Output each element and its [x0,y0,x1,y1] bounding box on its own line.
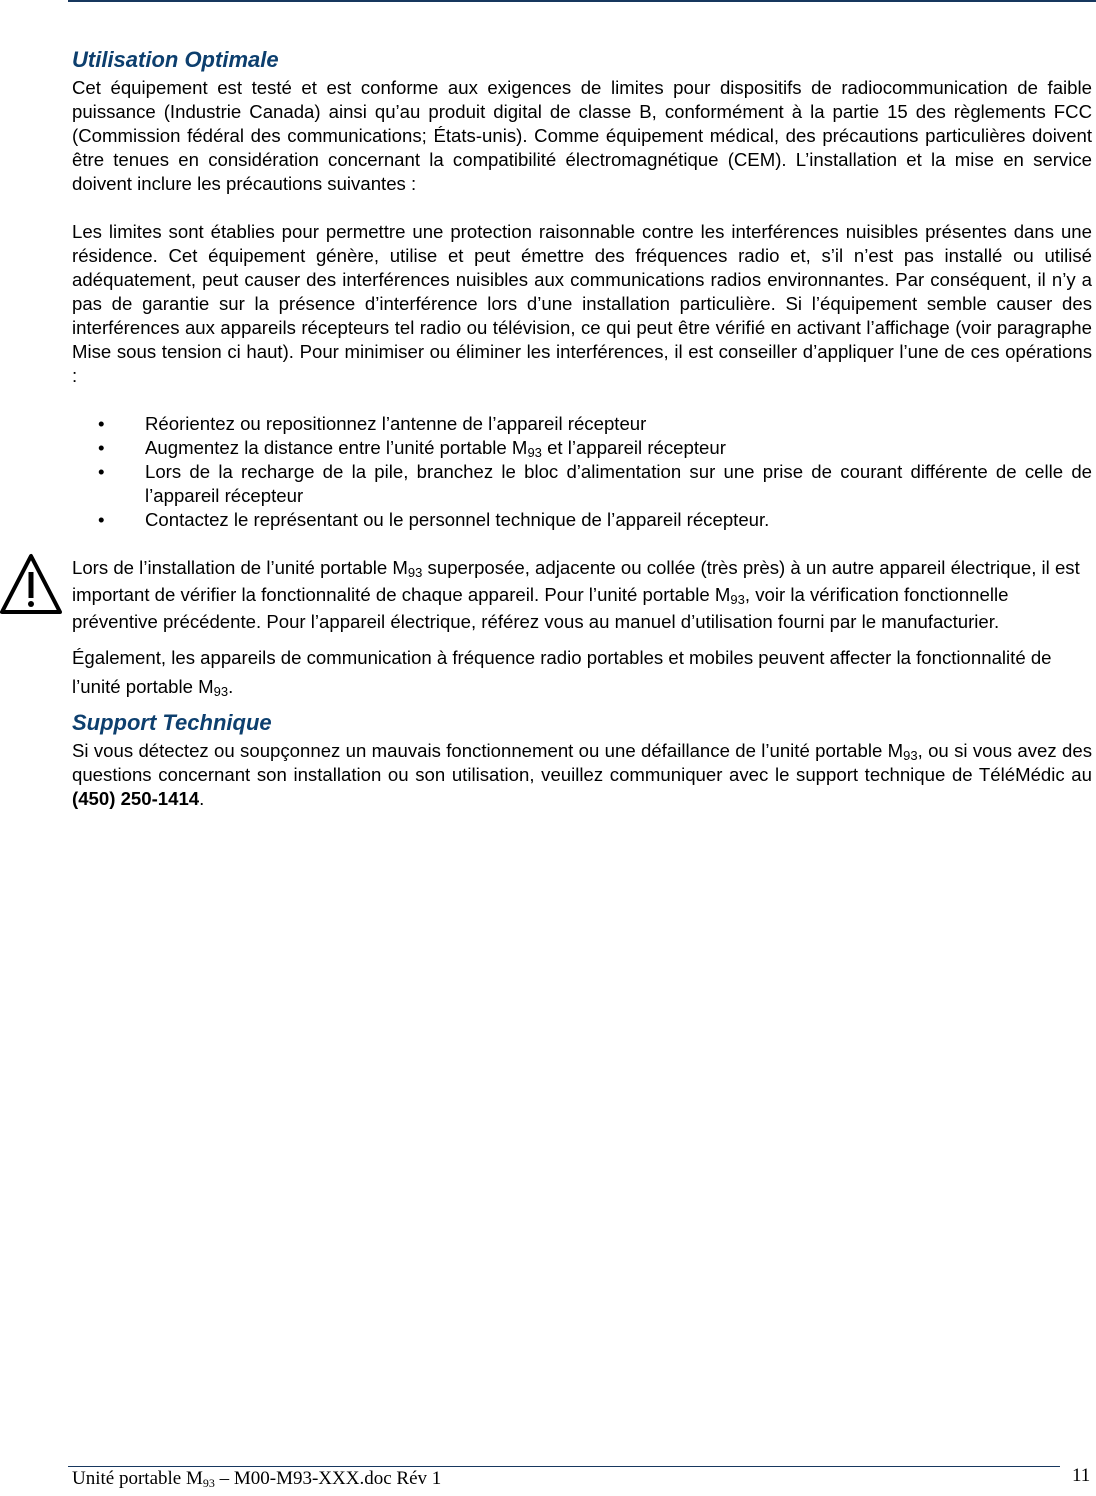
support-phone: (450) 250-1414 [72,788,200,809]
recommendations-list [72,412,1092,532]
bullet-icon: • [98,437,105,458]
bullet-icon: • [98,509,105,530]
rf-note [72,643,1092,701]
paragraph-compliance: Cet équipement est testé et est conforme aux exigences de limites pour dispositifs de radiocommunication de faible puissance (Industrie Canada) ainsi qu’au produit digital de classe B, conformément à la partie 15 des règlements FCC (Commission fédéral des communications; États-unis). Comme équipement médical, des précautions particulières doivent être tenues en considération concernant la compatibilité électromagnétique (CEM). L’installation et la mise en service doivent inclure les précautions suivantes : [72,77,1092,194]
support-paragraph: Si vous détectez ou soupçonnez un mauvais fonctionnement ou une défaillance de l’unité portable $M_{93}$, ou si vous avez des questions concernant son installation ou son utilisation, veuillez communiquer avec le support technique de TéléMédic au (450) 250-1414. [72,740,1092,809]
list-item: • Augmentez la distance entre l’unité portable $M_{93}$ et l’appareil récepteur [98,437,726,460]
warning-block [72,554,1092,635]
section-title-utilisation: Utilisation Optimale [72,47,279,72]
list-item: • Réorientez ou repositionnez l’antenne de l’appareil récepteur [98,413,647,434]
paragraph-interference: Les limites sont établies pour permettre une protection raisonnable contre les interférences nuisibles présentes dans une résidence. Cet équipement génère, utilise et peut émettre des fréquences radio et, s’il n’est pas installé ou utilisé adéquatement, peut causer des interférences nuisibles aux communications radios environnantes. Par conséquent, il n’y a pas de garantie sur la présence d’interférence lors d’une installation particulière. Si l’équipement semble causer des interférences aux appareils récepteurs tel radio ou télévision, ce qui peut être vérifié en activant l’affichage (voir paragraphe Mise sous tension ci haut). Pour minimiser ou éliminer les interférences, il est conseiller d’appliquer l’une de ces opérations : [72,221,1092,386]
list-item: • Contactez le représentant ou le personnel technique de l’appareil récepteur. [98,509,770,530]
footer-doc-title: Unité portable $M_{93} - M00-M93-XXX.doc$ Rév 1 [72,1468,442,1490]
bullet-icon: • [98,461,105,482]
warning-triangle-icon [0,552,62,618]
header-rule [68,0,1096,2]
page-number: 11 [1072,1465,1091,1486]
warning-text: Lors de l’installation de l’unité portable $M_{93}$ superposée, adjacente ou collée (très près) à un autre appareil électrique, il est important de vérifier la fonctionnalité de chaque appareil. Pour l’unité portable $M_{93}$, voir la vérification fonctionnelle préventive précédente. Pour l’appareil électrique, référez vous au manuel d’utilisation fourni par le manufacturier. [72,557,1080,632]
document-body [72,44,1092,811]
list-item: • Lors de la recharge de la pile, branchez le bloc d’alimentation sur une prise de courant différente de celle de l’appareil récepteur [98,461,1092,506]
section-title-support: Support Technique [72,710,272,735]
rf-note-text: Également, les appareils de communication à fréquence radio portables et mobiles peuvent affecter la fonctionnalité de l’unité portable $M_{93}$. [72,647,1052,699]
footer-rule [68,1466,1060,1467]
bullet-icon: • [98,413,105,434]
